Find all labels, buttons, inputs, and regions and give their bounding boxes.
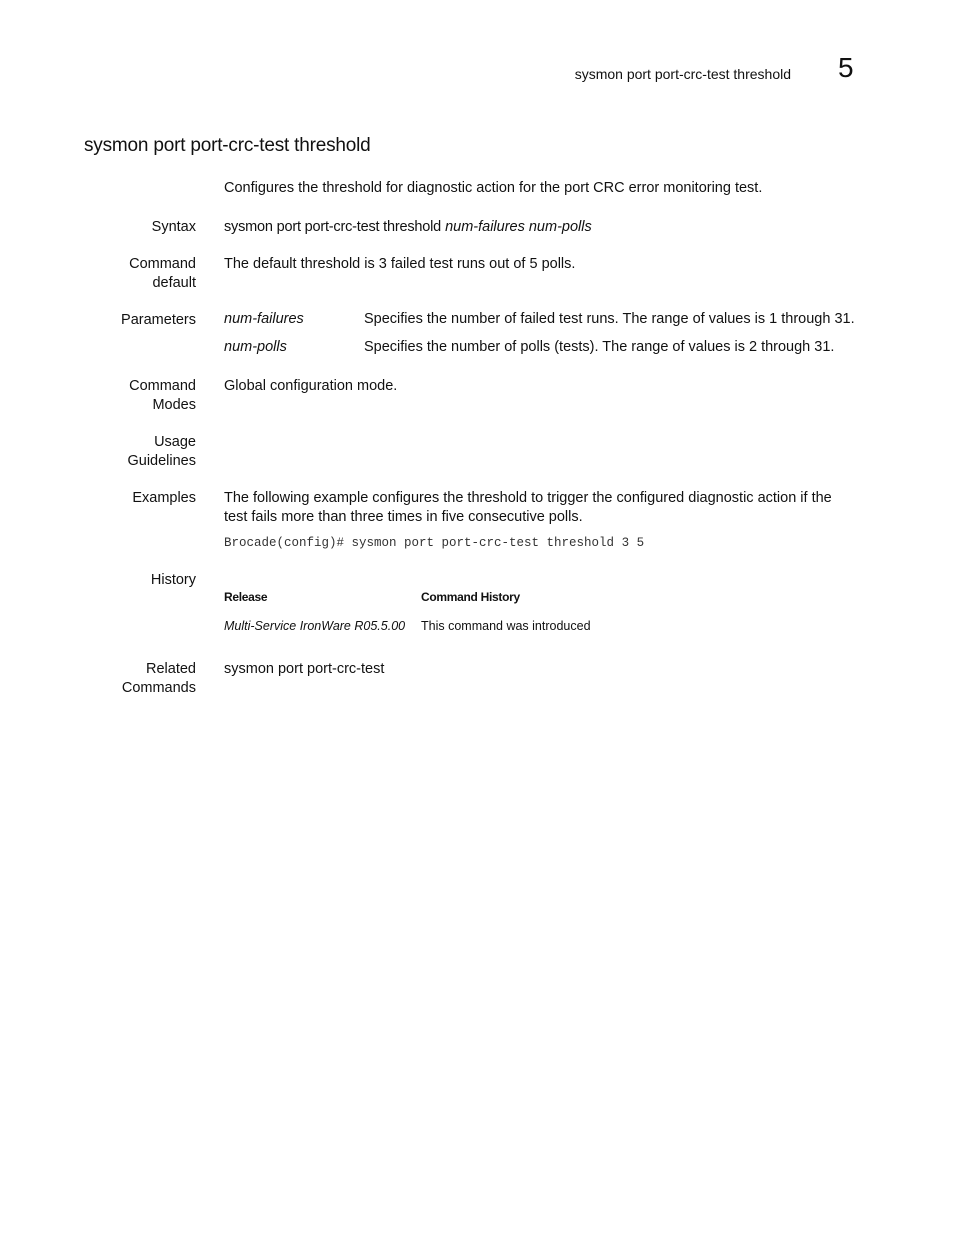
syntax-content <box>224 218 592 237</box>
command-default-label <box>76 255 196 293</box>
syntax-label: Syntax <box>151 219 196 235</box>
command-default-label-line1: Command <box>129 256 196 272</box>
page-title: sysmon port port-crc-test threshold <box>84 135 371 156</box>
history-release-cell: Multi-Service IronWare R05.5.00 <box>224 619 406 633</box>
command-modes-label-line2: Modes <box>152 397 196 413</box>
syntax-command: sysmon port port-crc-test threshold <box>224 219 442 235</box>
history-column-command-history: Command History <box>421 590 520 604</box>
command-modes-label-line1: Command <box>129 378 196 394</box>
example-code: Brocade(config)# sysmon port port-crc-test threshold 3 5 <box>224 536 645 550</box>
param-name: num-failures <box>224 311 304 327</box>
param-name: num-polls <box>224 339 287 355</box>
usage-label-line2: Guidelines <box>127 453 196 469</box>
chapter-number: 5 <box>838 52 854 83</box>
related-label-line1: Related <box>146 661 196 677</box>
command-default-label-line2: default <box>152 275 196 291</box>
examples-label: Examples <box>132 490 196 506</box>
history-text-cell: This command was introduced <box>421 619 591 633</box>
examples-line2: test fails more than three times in five consecutive polls. <box>224 509 583 525</box>
related-commands-label <box>76 660 196 698</box>
syntax-arguments: num-failures num-polls <box>445 219 592 235</box>
param-desc: Specifies the number of failed test runs. The range of values is 1 through 31. <box>364 311 855 327</box>
history-column-release: Release <box>224 590 268 604</box>
examples-line1: The following example configures the threshold to trigger the configured diagnostic action if the <box>224 490 832 506</box>
examples-text <box>224 489 832 527</box>
usage-label-line1: Usage <box>154 434 196 450</box>
command-default-text: The default threshold is 3 failed test runs out of 5 polls. <box>224 256 576 272</box>
related-label-line2: Commands <box>121 680 196 696</box>
param-desc: Specifies the number of polls (tests). The range of values is 2 through 31. <box>364 339 835 355</box>
command-modes-label <box>76 377 196 415</box>
intro-text: Configures the threshold for diagnostic action for the port CRC error monitoring test. <box>224 180 763 196</box>
related-command-link[interactable]: sysmon port port-crc-test <box>224 661 385 677</box>
history-label: History <box>150 572 196 588</box>
usage-guidelines-label <box>76 433 196 471</box>
command-modes-text: Global configuration mode. <box>224 378 398 394</box>
running-header-title: sysmon port port-crc-test threshold <box>574 66 791 82</box>
parameters-label: Parameters <box>121 312 196 328</box>
